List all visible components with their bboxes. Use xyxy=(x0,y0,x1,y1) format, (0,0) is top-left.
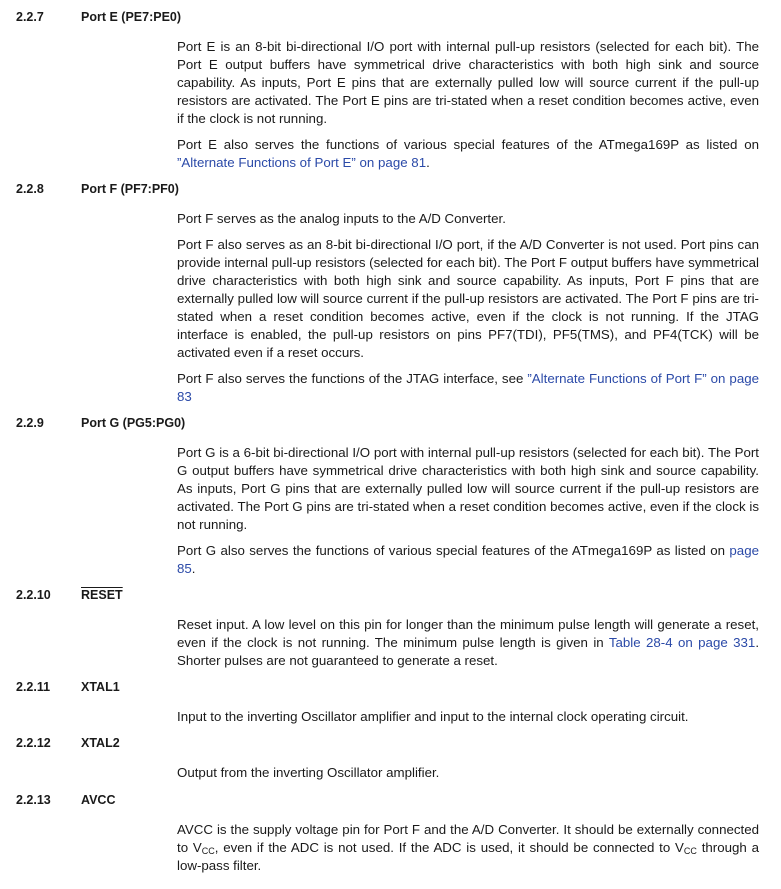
paragraph xyxy=(177,616,759,670)
section-number: 2.2.7 xyxy=(16,10,44,24)
paragraph-text: Reset input. A low level on this pin for longer than the minimum pulse length will generate a reset, even if the clock is not running. The minimum pulse length is given in xyxy=(177,617,759,650)
paragraph xyxy=(177,370,759,406)
paragraph-text: . xyxy=(426,155,430,170)
cross-reference-link[interactable]: Table 28-4 on page 331 xyxy=(608,635,756,650)
cross-reference-link[interactable]: ”Alternate Functions of Port F” on page 83 xyxy=(177,371,760,404)
section-title: Port G (PG5:PG0) xyxy=(81,416,186,430)
section-title: AVCC xyxy=(81,793,116,807)
paragraph-text: through a low-pass filter. xyxy=(177,840,759,873)
paragraph-text: Port F serves as the analog inputs to the A/D Converter. xyxy=(177,211,506,226)
paragraph-text: Port E also serves the functions of various special features of the ATmega169P as listed on xyxy=(177,137,759,152)
section-number: 2.2.10 xyxy=(16,588,51,602)
section-number: 2.2.12 xyxy=(16,736,51,750)
paragraph-text: Input to the inverting Oscillator amplifier and input to the internal clock operating circuit. xyxy=(177,709,689,724)
paragraph xyxy=(177,764,759,782)
section-title: RESET xyxy=(81,588,123,602)
paragraph-text: Port G is a 6-bit bi-directional I/O port with internal pull-up resistors (selected for each bit). The Port G output buffers have symmetrical drive characteristics with both high sink and source capability. As inputs, Port G pins that are externally pulled low will source current if the pull-up resistors are activated. The Port G pins are tri-stated when a reset condition becomes active, even if the clock is not running. xyxy=(177,445,759,532)
paragraph xyxy=(177,444,759,534)
paragraph-text: . Shorter pulses are not guaranteed to generate a reset. xyxy=(177,635,760,668)
section-number: 2.2.11 xyxy=(16,680,51,694)
section-title: XTAL1 xyxy=(81,680,120,694)
section-title: XTAL2 xyxy=(81,736,120,750)
cross-reference-link[interactable]: ”Alternate Functions of Port E” on page 81 xyxy=(177,155,427,170)
subscript: CC xyxy=(201,846,215,856)
paragraph-text: Port E is an 8-bit bi-directional I/O port with internal pull-up resistors (selected for each bit). The Port E output buffers have symmetrical drive characteristics with both high sink and source capability. As inputs, Port E pins that are externally pulled low will source current if the pull-up resistors are activated. The Port E pins are tri-stated when a reset condition becomes active, even if the clock is not running. xyxy=(177,39,759,126)
paragraph xyxy=(177,210,759,228)
section-number: 2.2.9 xyxy=(16,416,44,430)
paragraph xyxy=(177,542,759,578)
section-number: 2.2.13 xyxy=(16,793,51,807)
paragraph-text: , even if the ADC is not used. If the ADC is used, it should be connected to V xyxy=(214,840,684,855)
section-title: Port F (PF7:PF0) xyxy=(81,182,179,196)
paragraph-text: Port G also serves the functions of various special features of the ATmega169P as listed on xyxy=(177,543,730,558)
paragraph-text: . xyxy=(191,561,196,576)
subscript: CC xyxy=(683,846,697,856)
paragraph xyxy=(177,38,759,128)
cross-reference-link[interactable]: page 85 xyxy=(177,543,759,576)
paragraph-text: Port F also serves the functions of the JTAG interface, see xyxy=(177,371,528,386)
section-title: Port E (PE7:PE0) xyxy=(81,10,182,24)
paragraph-text: Output from the inverting Oscillator amplifier. xyxy=(177,765,440,780)
section-number: 2.2.8 xyxy=(16,182,44,196)
paragraph xyxy=(177,136,759,172)
paragraph xyxy=(177,236,759,362)
paragraph xyxy=(177,708,759,726)
paragraph-text: AVCC is the supply voltage pin for Port F and the A/D Converter. It should be externally connected to V xyxy=(177,822,759,855)
paragraph-text: Port F also serves as an 8-bit bi-directional I/O port, if the A/D Converter is not used. Port pins can provide internal pull-up resistors (selected for each bit). The Port F output buffers have symmetrical drive characteristics with both high sink and source capability. As inputs, Port F pins that are externally pulled low will source current if the pull-up resistors are activated. The Port F pins are tri-stated when a reset condition becomes active, even if the clock is not running. If the JTAG interface is enabled, the pull-up resistors on pins PF7(TDI), PF5(TMS), and PF4(TCK) will be activated even if a reset occurs. xyxy=(177,237,759,360)
paragraph xyxy=(177,821,759,875)
